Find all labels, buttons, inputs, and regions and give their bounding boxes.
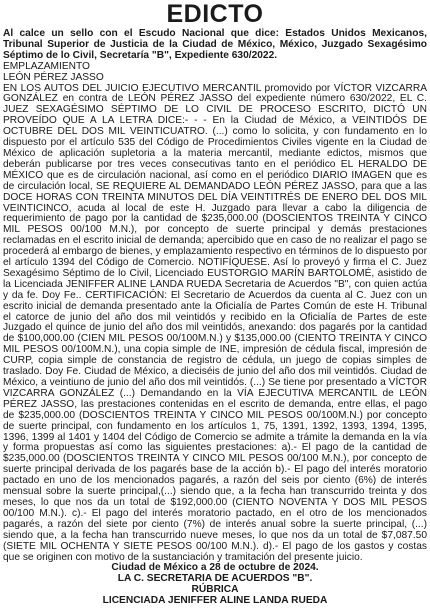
addressee: LEÓN PÉREZ JASSO xyxy=(3,71,104,83)
rubrica: RÚBRICA xyxy=(191,584,239,596)
notice-type: EMPLAZAMIENTO xyxy=(3,60,90,72)
seal-header: Al calce un sello con el Escudo Nacional que dice: Estados Unidos Mexicanos, Tribunal Superior de Justicia de la Ciudad de México, México, Juzgado Sexagésimo Séptimo de lo Civil, Secretaría "B", Expediente 630/2022. xyxy=(3,28,427,61)
edict-notice xyxy=(0,2,430,616)
signatory-title: LA C. SECRETARIA DE ACUERDOS "B". xyxy=(117,573,313,585)
signatory-name: LICENCIADA JENIFFER ALINE LANDA RUEDA xyxy=(102,595,328,607)
edict-body: EN LOS AUTOS DEL JUICIO EJECUTIVO MERCANTIL promovido por VÍCTOR VIZCARRA GONZÁLEZ en contra de LEÓN PÉREZ JASSO del expediente número 630/2022, EL C. JUEZ SEXAGÉSIMO SÉPTIMO DE LO CIVIL DE PROCESO ESCRITO, DICTÓ UN PROVEÍDO QUE A LA LETRA DICE:- - - En la Ciudad de México, a VEINTIDÓS DE OCTUBRE DEL DOS MIL VEINTICUATRO. (...) como lo solicita, y con fundamento en lo dispuesto por el artículo 535 del Código de Procedimientos Civiles vigente en la Ciudad de México de aplicación supletoria a la materia mercantil, mediante edictos, mismos que deberán publicarse por tres veces consecutivas tanto en el periódico EL HERALDO DE MÉXICO que es de circulación nacional, así como en el periódico DIARIO IMAGEN que es de circulación local, SE REQUIERE AL DEMANDADO LEÓN PÉREZ JASSO, para que a las DOCE HORAS CON TREINTA MINUTOS DEL DÍA VEINTITRÉS DE ENERO DEL DOS MIL VEINTICINCO, acuda al local de este H. Juzgado para llevar a cabo la diligencia de requerimiento de pago por la cantidad de $235,000.00 (DOSCIENTOS TREINTA Y CINCO MIL PESOS 00/100 M.N.), por concepto de suerte principal y demás prestaciones reclamadas en el escrito inicial de demanda; apercibido que en caso de no realizar el pago se procederá al embargo de bienes, y emplazamiento respectivo en términos de lo dispuesto por el artículo 1394 del Código de Comercio. NOTIFÍQUESE. Así lo proveyó y firma el C. Juez Sexagésimo Séptimo de lo Civil, Licenciado EUSTORGIO MARÍN BARTOLOMÉ, asistido de la Licenciada JENIFFER ALINE LANDA RUEDA Secretaria de Acuerdos "B", con quien actúa y da fe. Doy Fe.. CERTIFICACIÓN: El Secretario de Acuerdos da cuenta al C. Juez con un escrito inicial de demanda presentado ante la Oficialía de Partes Común de este H. Tribunal el catorce de junio del año dos mil veintidós y recibido en la Oficialía de Partes de este Juzgado el quince de junio del año dos mil veintidós, anexando: dos pagarés por la cantidad de $100,000.00 (CIEN MIL PESOS 00/100M.N.) y $135,000.00 (CIENTO TREINTA Y CINCO MIL PESOS 00/100M.N.), una copia simple de INE, impresión de cédula fiscal, impresión de CURP, copia simple de constancia de registro de cédula, un juego de copias simples de traslado. Doy Fe. Ciudad de México, a dieciséis de junio del año dos mil veintidós. Ciudad de México, a veintiuno de junio del año dos mil veintidós. (...) Se tiene por presentado a VÍCTOR VIZCARRA GONZÁLEZ (...) Demandando en la VÍA EJECUTIVA MERCANTIL de LEÓN PÉREZ JASSO, las prestaciones contenidas en el escrito de demanda, entre ellas, el pago de $235,000.00 (DOSCIENTOS TREINTA Y CINCO MIL PESOS 00/100M.N.) por concepto de suerte principal, con fundamento en los artículos 1, 75, 1391, 1392, 1393, 1394, 1395, 1396, 1399 al 1401 y 1404 del Código de Comercio se admite a trámite la demanda en la vía y forma propuestas así como las siguientes prestaciones: a).- El pago de la cantidad de $235,000.00 (DOSCIENTOS TREINTA Y CINCO MIL PESOS 00/100 M.N.), por concepto de suerte principal derivada de los pagarés base de la acción b).- El pago del interés moratorio pactado en uno de los mencionados pagarés, a razón del seis por ciento (6%) de interés mensual sobre la suerte principal,(...) siendo que, a la fecha han transcurrido treinta y dos meses, lo que nos da un total de $192,000.00 (CIENTO NOVENTA Y DOS MIL PESOS 00/100 M.N.). c).- El pago del interés moratorio pactado, en el otro de los mencionados pagarés, a razón del siete por ciento (7%) de interés anual sobre la suerte principal, (...) siendo que, a la fecha han transcurrido nueve meses, lo que nos da un total de $7,087.50 (SIETE MIL OCHENTA Y SIETE PESOS 00/100 M.N.). d).- El pago de los gastos y costas que se originen con motivo de la sustanciación y tramitación del presente juicio. xyxy=(3,82,427,563)
edict-title: EDICTO xyxy=(166,0,264,28)
place-date: Ciudad de México a 28 de octubre de 2024. xyxy=(111,562,319,574)
